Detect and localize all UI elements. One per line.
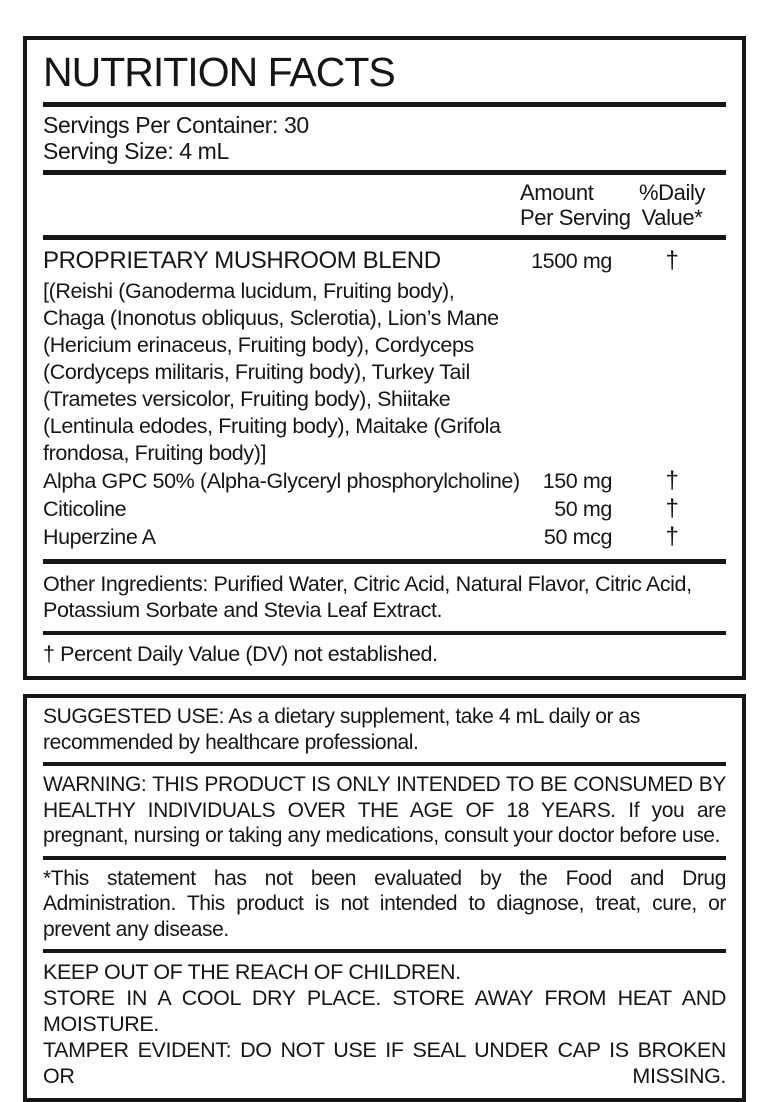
other-ingredients: Other Ingredients: Purified Water, Citric Acid, Natural Flavor, Citric Acid, Potassium Sorbate and Stevia Leaf Extract.	[43, 572, 692, 622]
usage-warning-panel	[23, 694, 746, 1102]
table-row	[43, 246, 726, 276]
ingredient-name: Alpha GPC 50% (Alpha-Glyceryl phosphorylcholine)	[43, 469, 520, 493]
blend-name: PROPRIETARY MUSHROOM BLEND	[43, 247, 441, 274]
ingredient-daily-value: †	[665, 523, 679, 550]
column-header-row	[43, 175, 726, 235]
ingredient-rows	[43, 240, 726, 559]
servings-per-container: Servings Per Container: 30	[43, 112, 309, 138]
table-row	[43, 523, 726, 551]
keep-out-of-reach-line: KEEP OUT OF THE REACH OF CHILDREN.	[43, 960, 461, 984]
ingredient-name: Citicoline	[43, 497, 127, 521]
column-header-amount: Amount Per Serving	[520, 180, 631, 230]
fda-disclaimer: *This statement has not been evaluated by the Food and Drug Administration. This product is not intended to diagnose, treat, cure, or prevent any disease.	[43, 866, 726, 941]
panel-title: NUTRITION FACTS	[43, 49, 395, 95]
blend-amount: 1500 mg	[531, 249, 612, 273]
serving-size: Serving Size: 4 mL	[43, 138, 229, 164]
suggested-use: SUGGESTED USE: As a dietary supplement, take 4 mL daily or as recommended by healthcare professional.	[43, 705, 640, 754]
table-row	[43, 467, 726, 495]
ingredient-name: Huperzine A	[43, 525, 156, 549]
ingredient-amount: 50 mg	[554, 497, 612, 521]
storage-line: STORE IN A COOL DRY PLACE. STORE AWAY FROM HEAT AND MOISTURE.	[43, 986, 726, 1036]
daily-value-footnote: † Percent Daily Value (DV) not established.	[43, 642, 438, 666]
serving-info	[43, 107, 726, 170]
warning-text: WARNING: THIS PRODUCT IS ONLY INTENDED TO BE CONSUMED BY HEALTHY INDIVIDUALS OVER THE AGE OF 18 YEARS. If you are pregnant, nursing or taking any medications, consult your doctor before use.	[43, 773, 726, 847]
blend-description: [(Reishi (Ganoderma lucidum, Fruiting body), Chaga (Inonotus obliquus, Sclerotia), Lion’s Mane (Hericium erinaceus, Fruiting body), Cordyceps (Cordyceps militaris, Fruiting body), Turkey Tail (Trametes versicolor, Fruiting body), Shiitake (Lentinula edodes, Fruiting body), Maitake (Grifola frondosa, Fruiting body)]	[43, 279, 501, 465]
tamper-evident-line: TAMPER EVIDENT: DO NOT USE IF SEAL UNDER CAP IS BROKEN OR MISSING.	[43, 1038, 726, 1088]
ingredient-daily-value: †	[665, 495, 679, 522]
column-header-daily-value: %Daily Value*	[638, 180, 706, 230]
ingredient-amount: 50 mcg	[543, 525, 612, 549]
ingredient-amount: 150 mg	[542, 469, 612, 493]
table-row	[43, 495, 726, 523]
blend-daily-value: †	[665, 247, 679, 274]
nutrition-facts-panel	[23, 36, 746, 680]
ingredient-daily-value: †	[665, 467, 679, 494]
